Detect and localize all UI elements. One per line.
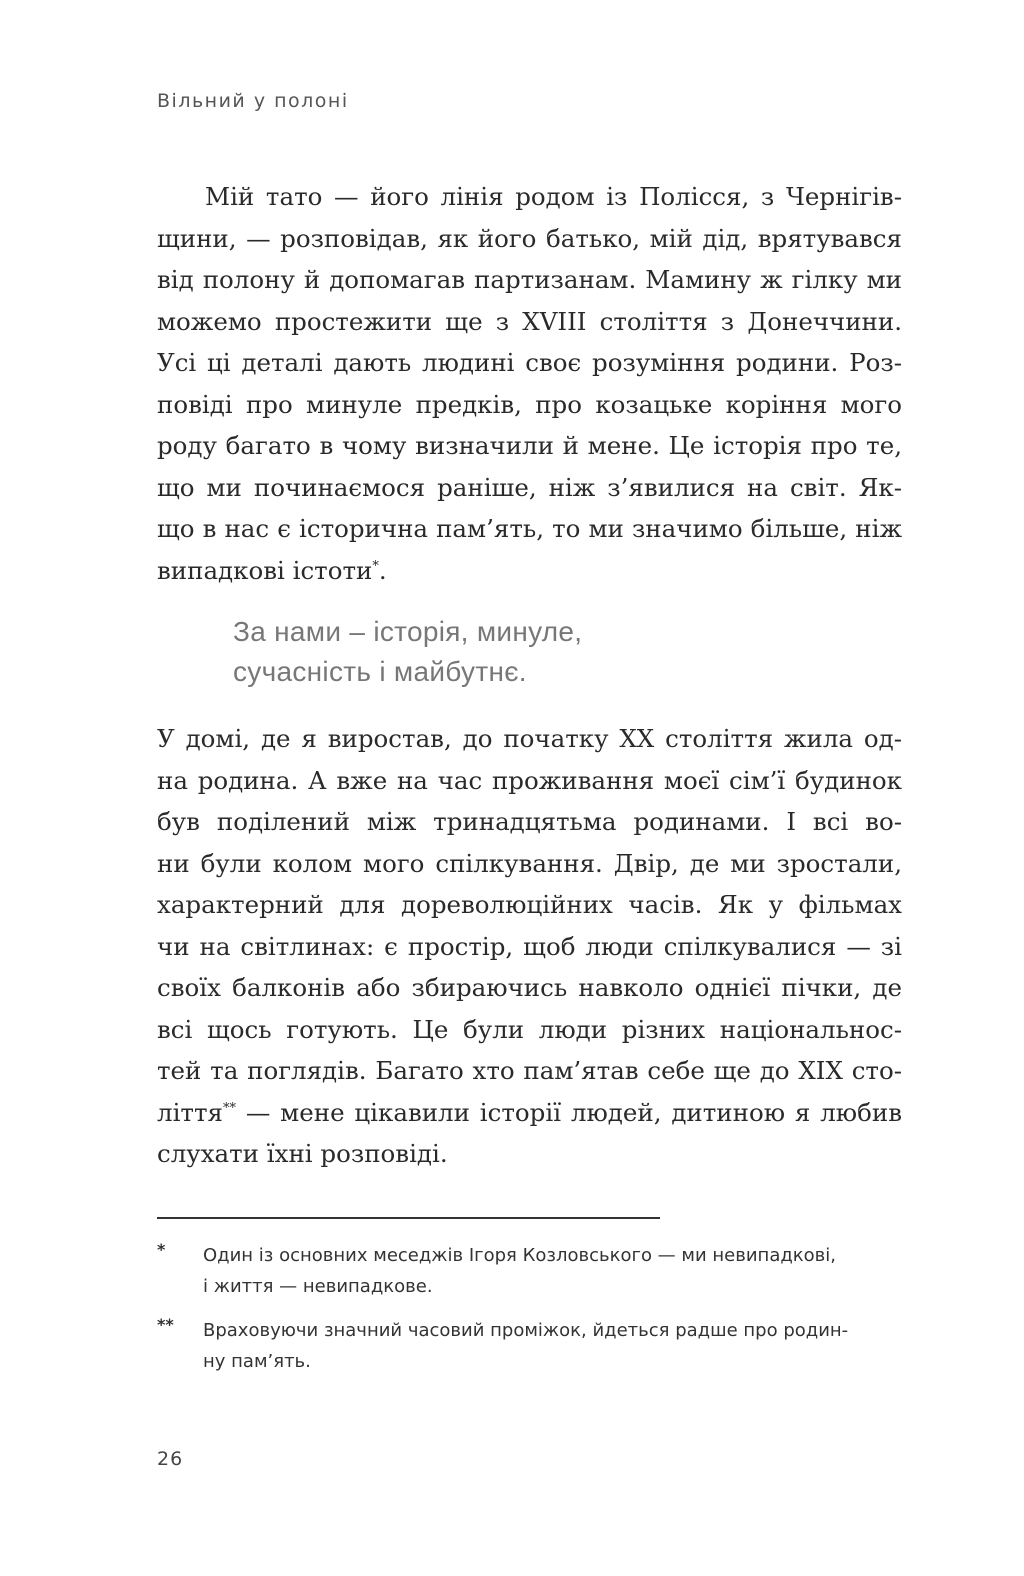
text-line: роду багато в чому визначили й мене. Це історія про те, (157, 431, 902, 460)
footnote-divider (157, 1217, 660, 1219)
text-line: повіді про минуле предків, про козацьке коріння мого (157, 389, 902, 419)
text-line: У домі, де я виростав, до початку XX століття жила од- (157, 724, 902, 753)
body-paragraph-1 (157, 176, 902, 591)
pull-quote (233, 612, 582, 692)
pull-quote-line: сучасність і майбутнє. (233, 656, 527, 687)
body-paragraph-2 (157, 718, 902, 1175)
text-line: чи на світлинах: є простір, щоб люди спілкувалися — зі (157, 931, 902, 961)
text-line: характерний для дореволюційних часів. Як у фільмах (157, 890, 902, 919)
footnote-reference-2[interactable]: ** (222, 1100, 236, 1116)
text-fragment: . (378, 555, 387, 585)
footnote-text (203, 1240, 902, 1302)
footnote-line: Враховуючи значний часовий проміжок, йдеться радше про родин- (203, 1320, 849, 1341)
text-line (157, 550, 902, 592)
footnote-text (203, 1315, 902, 1377)
text-line: тей та поглядів. Багато хто пам’ятав себе ще до XIX сто- (157, 1056, 902, 1085)
footnote-line: і життя — невипадкове. (203, 1276, 433, 1297)
text-line: від полону й допомагав партизанам. Мамину ж гілку ми (157, 265, 902, 294)
footnote-line: ну пам’ять. (203, 1351, 311, 1372)
text-line (157, 1092, 902, 1134)
footnote-symbol: * (157, 1240, 166, 1259)
text-line: що в нас є історична пам’ять, то ми значимо більше, ніж (157, 514, 902, 543)
text-line: можемо простежити ще з XVIII століття з Донеччини. (157, 306, 902, 336)
running-header: Вільний у полоні (157, 90, 349, 112)
footnote-symbol: ** (157, 1315, 174, 1334)
text-line: що ми починаємося раніше, ніж з’явилися на світ. Як- (157, 472, 902, 502)
text-fragment: випадкові істоти (157, 555, 373, 585)
text-line: ни були колом мого спілкування. Двір, де ми зростали, (157, 848, 902, 878)
pull-quote-line: За нами – історія, минуле, (233, 616, 583, 647)
text-line: своїх балконів або збираючись навколо однієї пічки, де (157, 973, 902, 1002)
text-line: щини, — розповідав, як його батько, мій дід, врятувався (157, 223, 902, 253)
text-line: всі щось готують. Це були люди різних національнос- (157, 1014, 902, 1044)
text-line: був поділений між тринадцятьма родинами. І всі во- (157, 807, 902, 836)
footnote-line: Один із основних меседжів Ігоря Козловського — ми невипадкові, (203, 1245, 837, 1266)
text-line: на родина. А вже на час проживання моєї сім’ї будинок (157, 765, 902, 795)
text-fragment: ліття (157, 1097, 223, 1127)
text-line: Мій тато — його лінія родом із Полісся, з Чернігів- (205, 182, 902, 211)
text-line: Усі ці деталі дають людині своє розуміння родини. Роз- (157, 348, 902, 377)
text-line: слухати їхні розповіді. (157, 1139, 448, 1168)
text-fragment: — мене цікавили історії людей, дитиною я любив (235, 1097, 902, 1127)
footnote-reference-1[interactable]: * (372, 558, 379, 574)
page-number: 26 (157, 1448, 184, 1470)
